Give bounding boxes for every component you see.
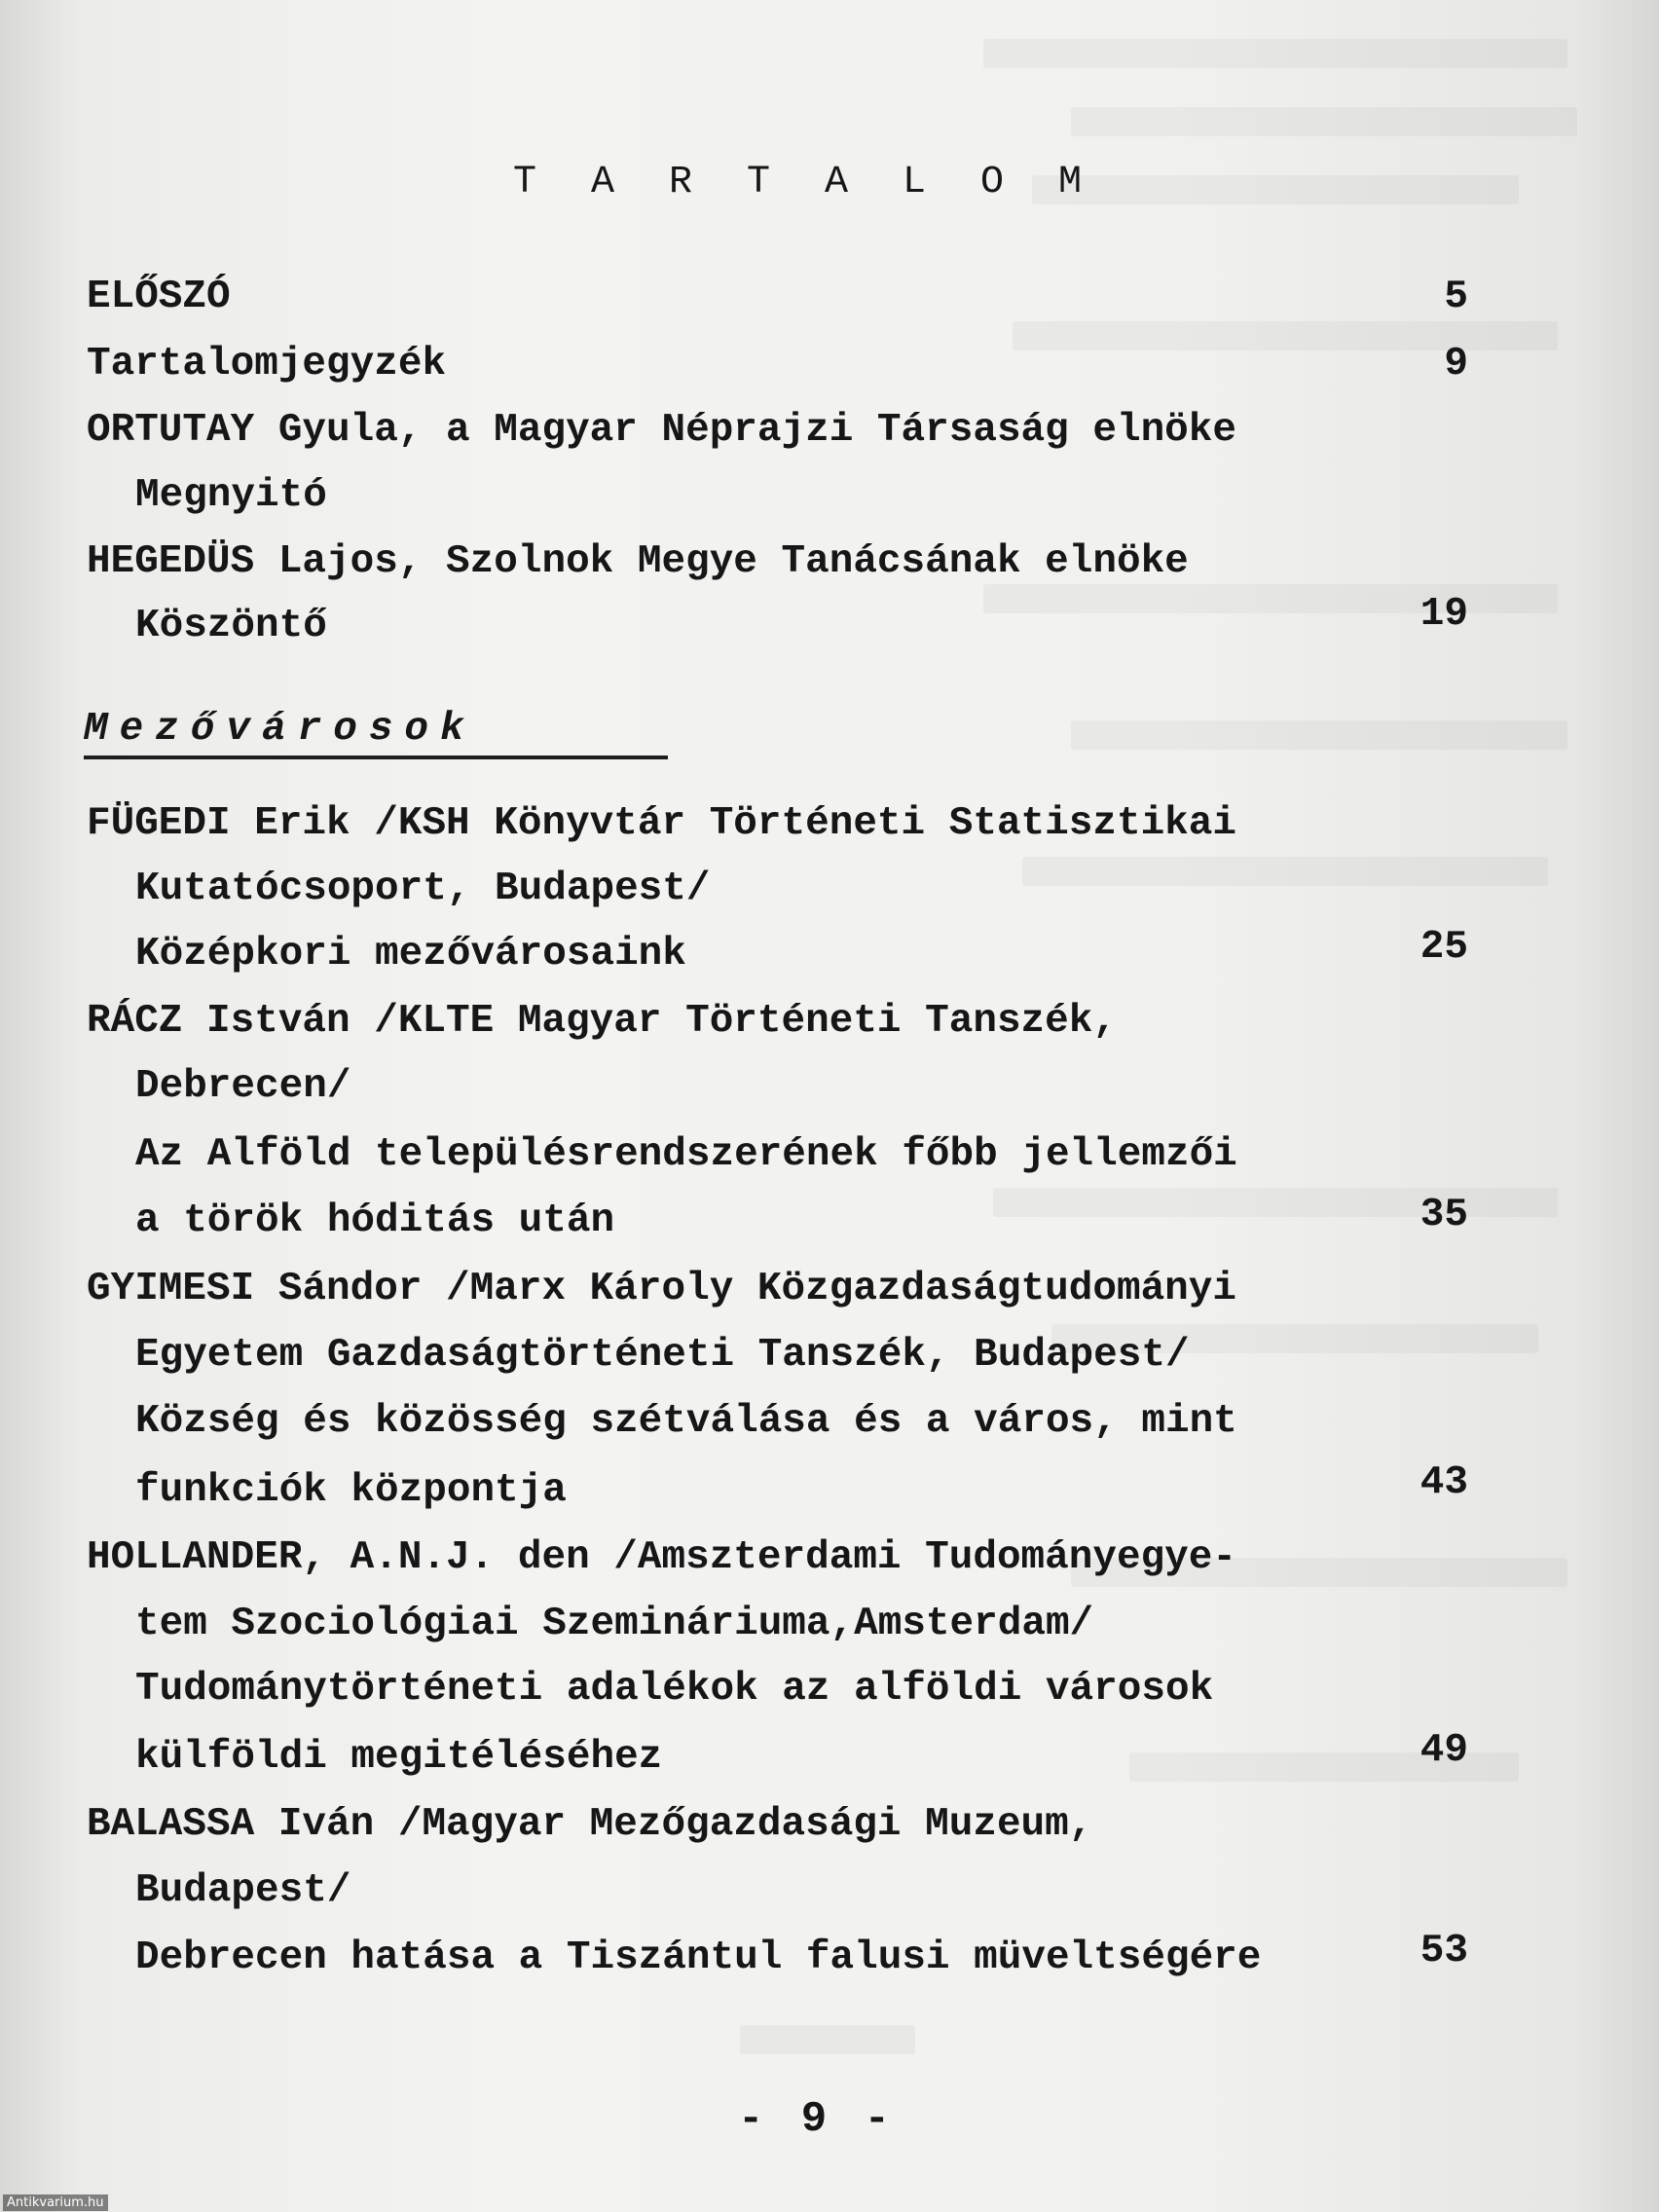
toc-entry-text: Köszöntő (135, 604, 327, 648)
toc-page-number: 49 (1419, 1728, 1468, 1773)
toc-entry-text: külföldi megitéléséhez (135, 1735, 663, 1780)
toc-entry-text: Az Alföld településrendszerének főbb jellemzői (135, 1132, 1237, 1177)
toc-entry-text: ORTUTAY Gyula, a Magyar Néprajzi Társaság elnöke (87, 408, 1236, 453)
section-heading: Mezővárosok (84, 707, 476, 752)
toc-entry-text: Budapest/ (135, 1868, 351, 1913)
toc-entry-text: Kutatócsoport, Budapest/ (135, 866, 711, 911)
toc-page-number: 9 (1444, 342, 1468, 387)
toc-page-number: 19 (1419, 592, 1468, 637)
toc-page-number: 35 (1419, 1193, 1468, 1237)
toc-entry-text: Debrecen hatása a Tiszántul falusi müveltségére (135, 1936, 1262, 1980)
toc-page-number: 25 (1419, 925, 1468, 970)
toc-entry-text: RÁCZ István /KLTE Magyar Történeti Tanszék, (87, 999, 1117, 1044)
toc-entry-text: Középkori mezővárosaink (135, 932, 686, 977)
toc-page-number: 53 (1419, 1929, 1468, 1973)
toc-entry-text: ELŐSZÓ (87, 275, 231, 319)
toc-page-number: 43 (1419, 1460, 1468, 1505)
toc-entry-text: FÜGEDI Erik /KSH Könyvtár Történeti Statisztikai (87, 801, 1236, 846)
toc-entry-text: BALASSA Iván /Magyar Mezőgazdasági Muzeum, (87, 1802, 1093, 1847)
toc-entry-text: Debrecen/ (135, 1064, 351, 1109)
page-title: T A R T A L O M (513, 161, 1098, 204)
toc-entry-text: HEGEDÜS Lajos, Szolnok Megye Tanácsának elnöke (87, 539, 1189, 584)
toc-page-number: 5 (1444, 275, 1468, 319)
toc-entry-text: tem Szociológiai Szemináriuma,Amsterdam/ (135, 1602, 1094, 1646)
site-watermark: Antikvarium.hu (3, 2194, 108, 2211)
toc-entry-text: funkciók központja (135, 1468, 567, 1513)
toc-entry-text: Tartalomjegyzék (87, 342, 447, 387)
section-underline (84, 756, 668, 759)
toc-entry-text: a török hóditás után (135, 1198, 615, 1243)
toc-entry-text: Egyetem Gazdaságtörténeti Tanszék, Budapest/ (135, 1333, 1190, 1378)
toc-entry-text: HOLLANDER, A.N.J. den /Amszterdami Tudományegye- (87, 1535, 1236, 1580)
toc-entry-text: Tudománytörténeti adalékok az alföldi városok (135, 1667, 1214, 1712)
toc-entry-text: GYIMESI Sándor /Marx Károly Közgazdaságtudományi (87, 1267, 1236, 1311)
toc-entry-text: Megnyitó (135, 473, 327, 518)
toc-entry-text: Község és közösség szétválása és a város, mint (135, 1399, 1237, 1444)
page-footer-number: - 9 - (738, 2095, 897, 2144)
